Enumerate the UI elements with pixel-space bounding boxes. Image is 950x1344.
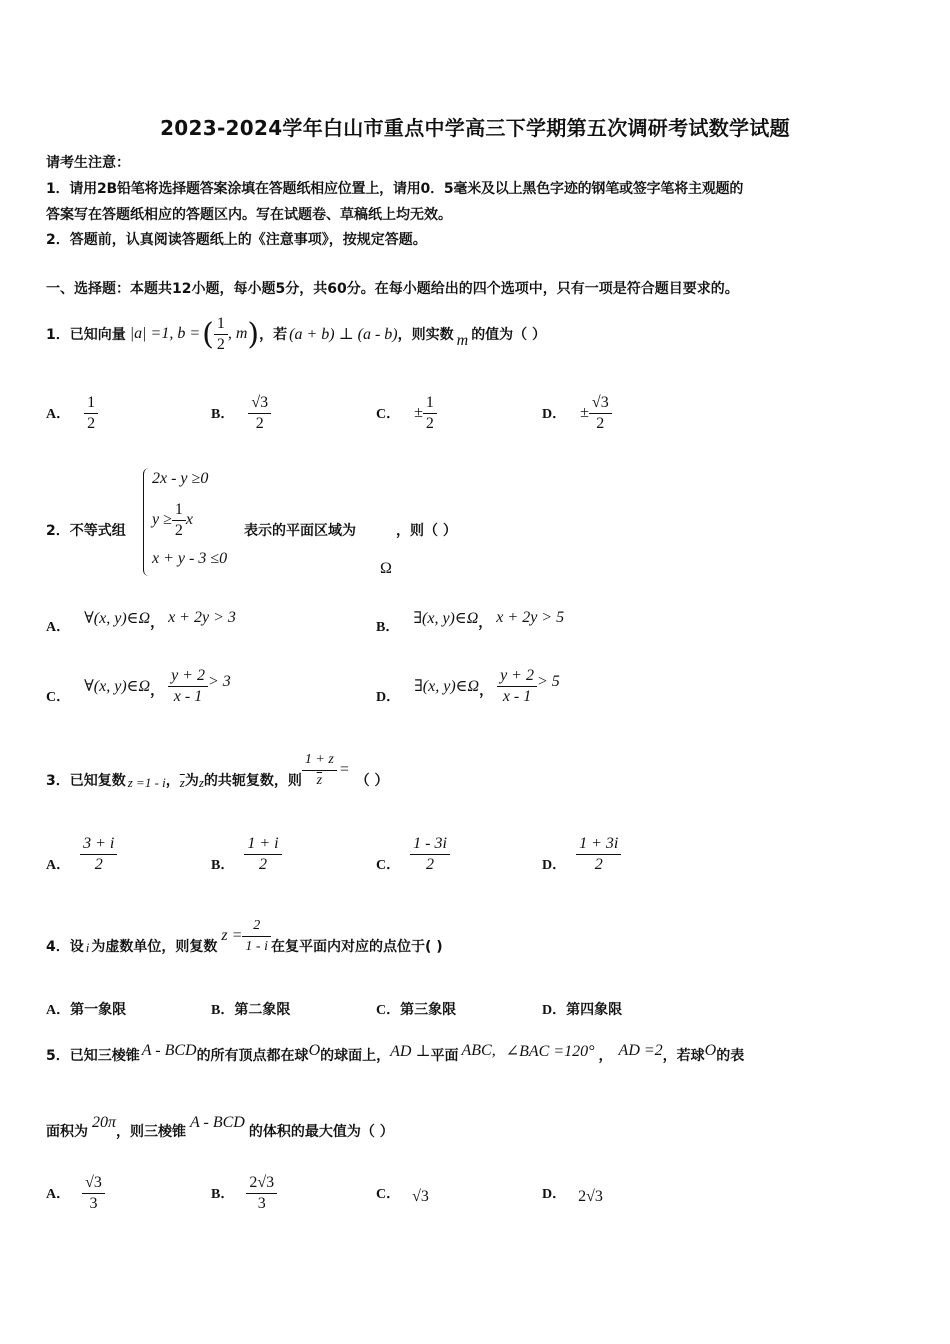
q4-option-d[interactable]: D．第四象限 (542, 1002, 623, 1018)
q1-option-a[interactable]: A． $\frac{1}{2}$ (46, 388, 98, 438)
q2-option-a[interactable]: A． ∀(x, y)∈Ω ， x + 2y > 3 (46, 609, 236, 635)
q1-vector-condition: |a| =1, b = (129, 325, 201, 342)
q1-comma-m: , m (227, 325, 248, 342)
page-title: 2023-2024学年白山市重点中学高三下学期第五次调研考试数学试题 (160, 116, 790, 140)
q1-option-c[interactable]: C． ± $\frac{1}{2}$ (376, 388, 437, 438)
q1-option-d[interactable]: D． ± $\frac{√3}{2}$ (542, 388, 612, 438)
q1-stem-start: 1．已知向量 (46, 327, 126, 343)
notice-item2: 2．答题前，认真阅读答题纸上的《注意事项》，按规定答题。 (46, 232, 427, 248)
q1-stem-tail: 的值为（ ） (471, 327, 547, 343)
q1-var-m: m (456, 332, 469, 349)
q1-half-fraction: $\frac{1}{2}$ (214, 314, 228, 355)
q5-options (46, 1168, 746, 1218)
q5-option-c[interactable]: C． √3 (376, 1187, 429, 1205)
q2-stem-tail: ，则（ ） (396, 523, 457, 539)
q2-option-b[interactable]: B． ∃(x, y)∈Ω ， x + 2y > 5 (376, 609, 565, 635)
q2-inequality-3: x + y - 3 ≤0 (152, 550, 228, 567)
q1-options (46, 388, 746, 438)
q2-option-d[interactable]: D． ∃(x, y)∈Ω ， $\frac{y + 2}{x - 1}$ > 5 (376, 666, 560, 705)
question-4: 4．设 i 为虚数单位，则复数 z = $\frac{2}{1 - i}$ 在复平面内对应的点位于( ) (46, 917, 443, 955)
q3-option-d[interactable]: D． $\frac{1 + 3i}{2}$ (542, 830, 621, 878)
section-heading: 一、选择题：本题共12小题，每小题5分，共60分。在每小题给出的四个选项中，只有一项是符合题目要求的。 (46, 281, 739, 297)
question-5-line1: 5．已知三棱锥 A - BCD 的所有顶点都在球 O 的球面上， AD ⊥ 平面 ABC, ∠BAC =120° ， AD =2 ，若球 O 的表 (46, 1042, 745, 1064)
q3-options (46, 830, 746, 878)
q3-option-b[interactable]: B． $\frac{1 + i}{2}$ (211, 830, 282, 878)
q2-option-c[interactable]: C． ∀(x, y)∈Ω ， $\frac{y + 2}{x - 1}$ > 3 (46, 666, 231, 705)
q2-system-brace (143, 468, 149, 576)
q2-inequality-2: y ≥ $\frac{1}{2}$ x (152, 500, 193, 539)
question-5-line2: 面积为 20π ，则三棱锥 A - BCD 的体积的最大值为（ ） (46, 1114, 394, 1140)
q5-option-d[interactable]: D． 2√3 (542, 1187, 603, 1205)
notice-item1-line1: 1．请用2B铅笔将选择题答案涂填在答题纸相应位置上，请用0．5毫米及以上黑色字迹的钢笔或签字笔将主观题的 (46, 181, 744, 197)
q5-option-b[interactable]: B． $\frac{2√3}{3}$ (211, 1168, 277, 1218)
q4-option-c[interactable]: C．第三象限 (376, 1002, 457, 1018)
q1-stem-mid: ，若 (259, 327, 288, 343)
q4-option-a[interactable]: A．第一象限 (46, 1002, 127, 1018)
q2-stem-mid: 表示的平面区域为 (244, 523, 356, 539)
q1-perp-condition: (a + b) ⊥ (a - b) (289, 326, 398, 343)
notice-item1-line2: 答案写在答题纸相应的答题区内。写在试题卷、草稿纸上均无效。 (46, 207, 452, 223)
q1-right-paren: ) (247, 316, 260, 352)
q2-stem-start: 2．不等式组 (46, 523, 126, 539)
q1-option-b[interactable]: B． $\frac{√3}{2}$ (211, 388, 271, 438)
q1-left-paren: ( (202, 316, 214, 352)
q4-option-b[interactable]: B．第二象限 (211, 1002, 291, 1018)
q2-inequality-1: 2x - y ≥0 (152, 470, 209, 487)
q4-options (46, 999, 746, 1019)
question-1 (46, 309, 546, 359)
notice-heading: 请考生注意： (46, 155, 130, 171)
q1-stem-end: ，则实数 (397, 327, 454, 343)
q3-option-c[interactable]: C． $\frac{1 - 3i}{2}$ (376, 830, 450, 878)
q2-omega: Ω (380, 560, 392, 577)
q3-option-a[interactable]: A． $\frac{3 + i}{2}$ (46, 830, 117, 878)
question-3: 3．已知复数 z =1 - i ， $\overline{z}$ 为 z 的共轭复数，则 $\frac{1 + z}{z}$ = （ ） (46, 751, 389, 790)
q5-option-a[interactable]: A． $\frac{√3}{3}$ (46, 1168, 105, 1218)
